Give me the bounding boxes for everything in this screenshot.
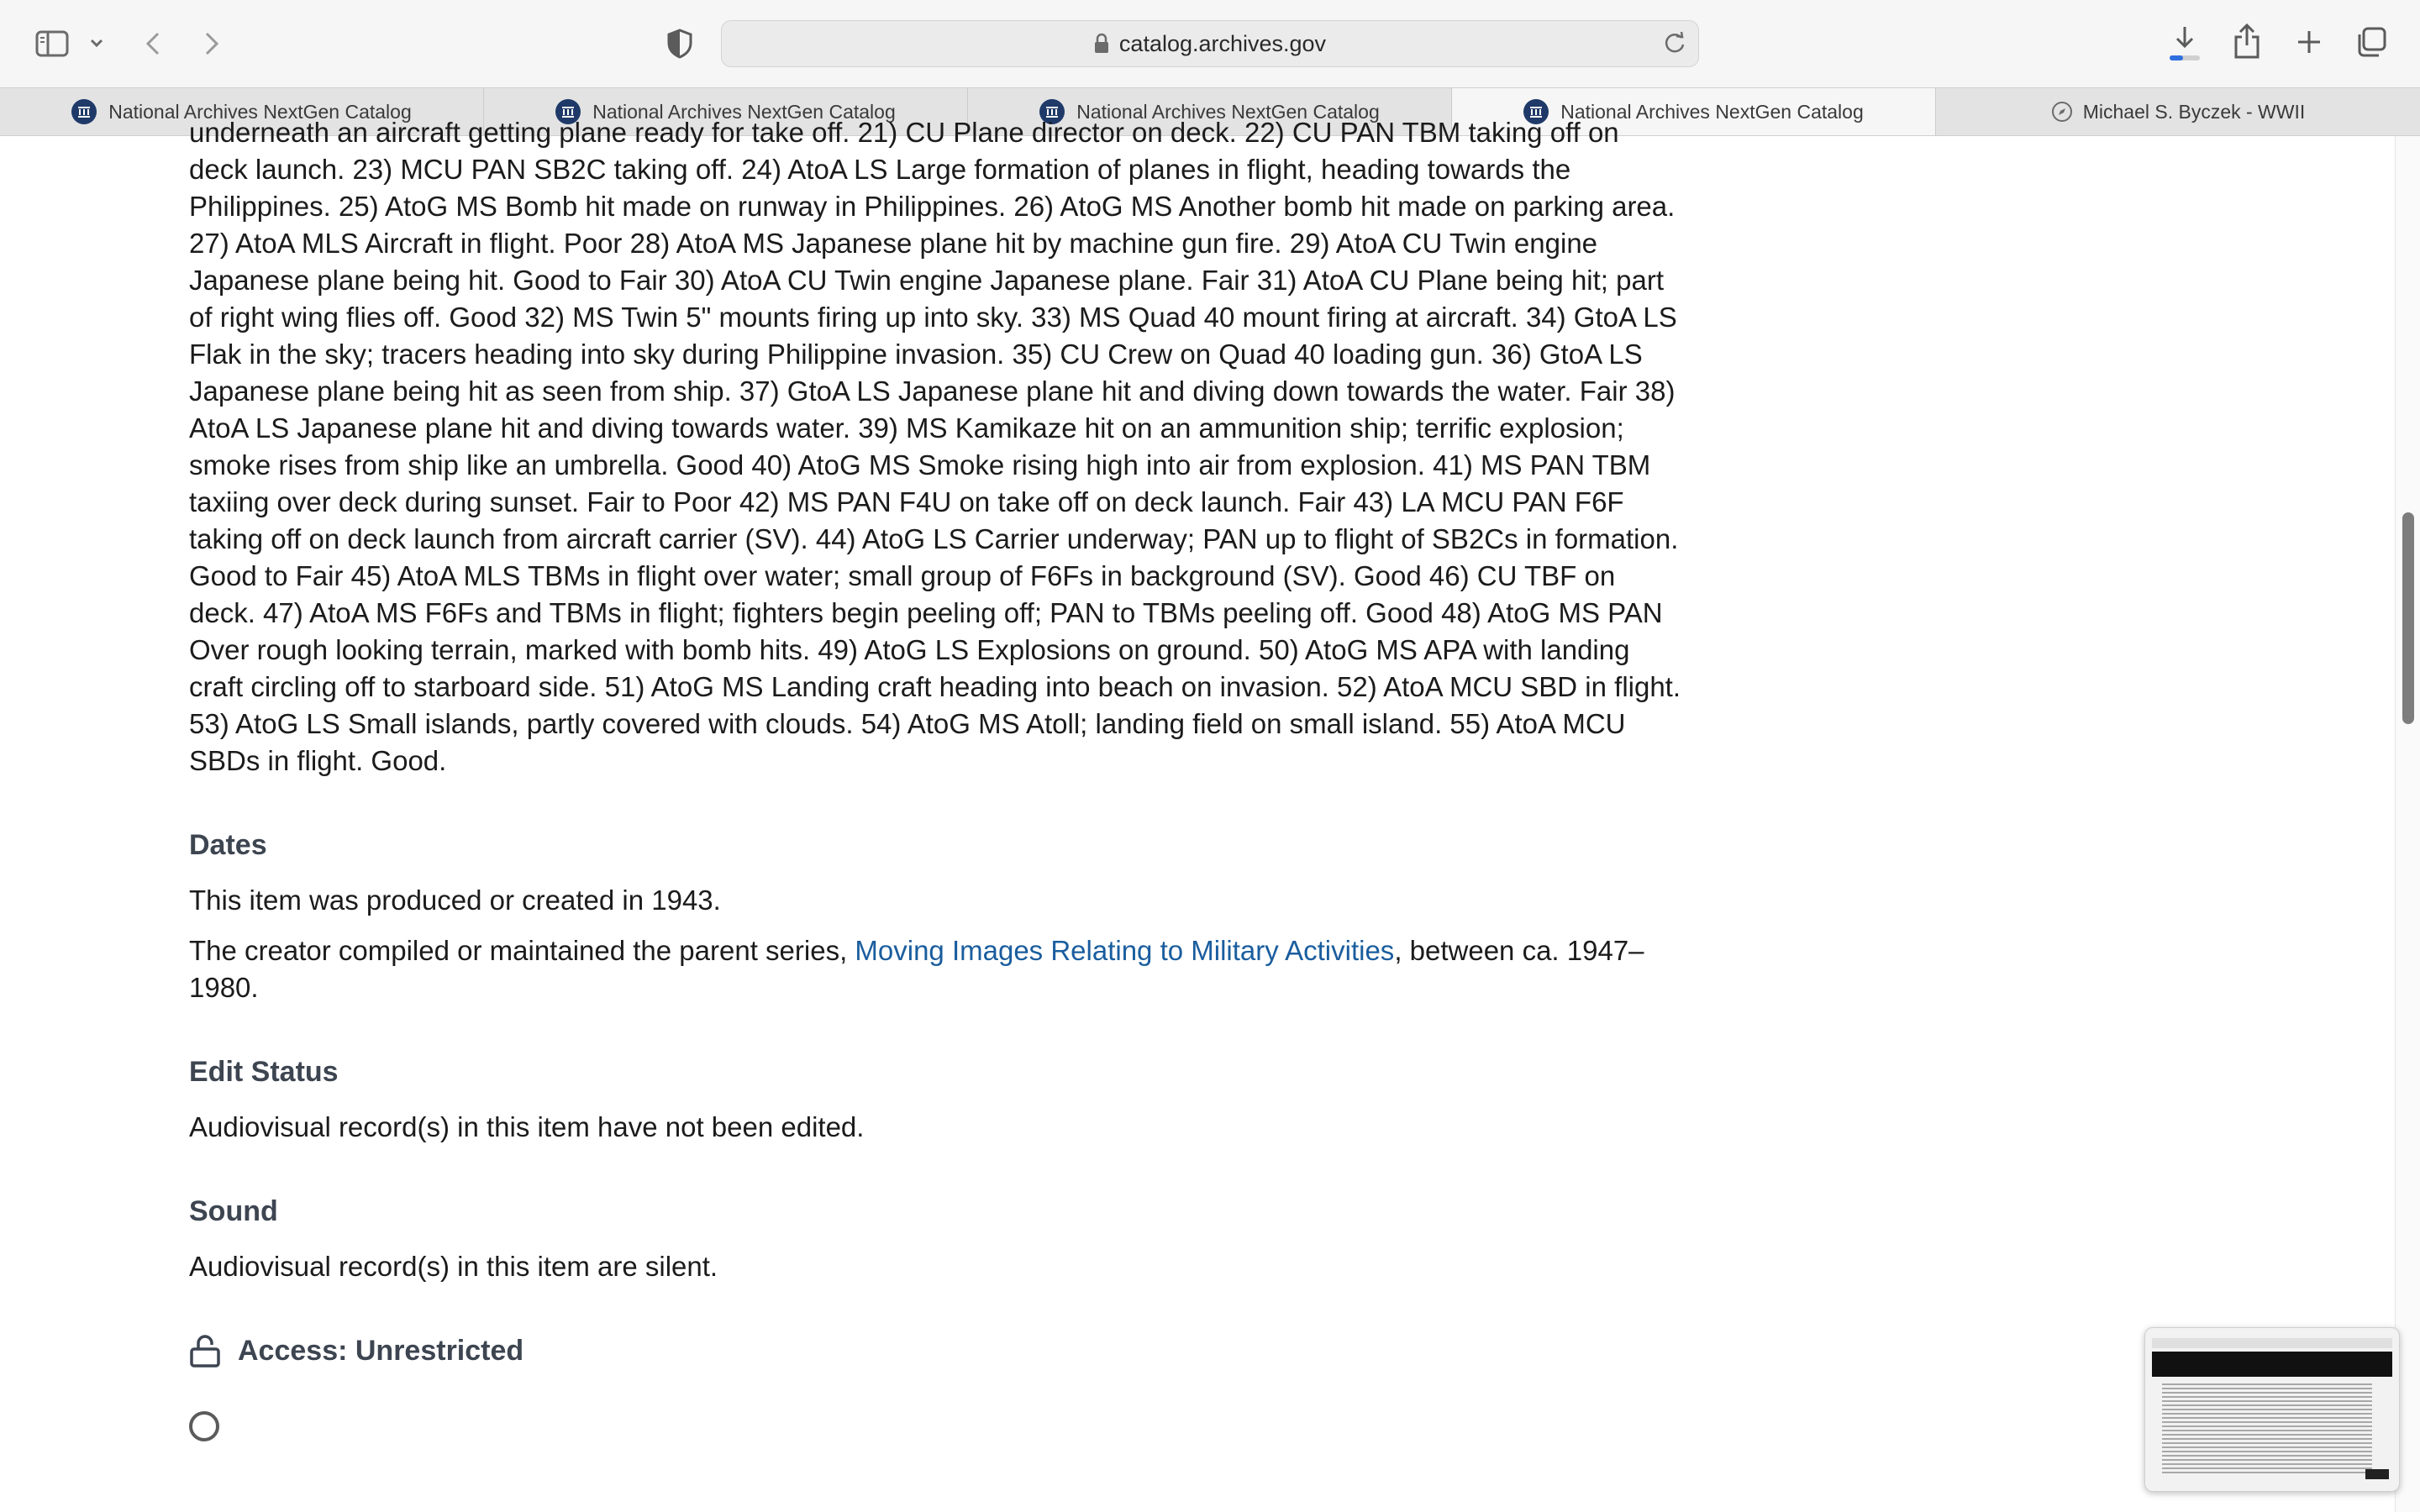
thumbnail-text-lines [2162, 1383, 2372, 1476]
thumbnail-header-bar [2152, 1352, 2392, 1377]
chevron-down-icon[interactable] [87, 34, 106, 52]
lock-icon [1094, 34, 1109, 54]
parent-series-link[interactable]: Moving Images Relating to Military Activities [855, 935, 1395, 966]
tab-title: National Archives NextGen Catalog [1076, 100, 1380, 123]
compass-icon [2051, 101, 2073, 123]
back-icon[interactable] [139, 27, 166, 60]
record-details [189, 114, 1685, 1441]
sound-heading: Sound [189, 1195, 278, 1227]
reload-icon[interactable] [1663, 31, 1686, 60]
sound-text: Audiovisual record(s) in this item are silent. [189, 1251, 718, 1282]
tab-title: National Archives NextGen Catalog [592, 100, 896, 123]
parent-series-suffix: , between ca. 1947–1980. [189, 935, 1644, 1003]
tab-title: National Archives NextGen Catalog [108, 100, 412, 123]
thumbnail-toolbar [2152, 1338, 2392, 1348]
scrollbar-thumb[interactable] [2402, 512, 2414, 724]
nara-favicon-icon [71, 99, 97, 124]
next-section-icon [189, 1411, 219, 1441]
new-tab-icon[interactable] [2294, 27, 2324, 57]
tab-5[interactable] [1936, 88, 2420, 135]
downloads-icon[interactable] [2166, 24, 2203, 64]
parent-series-prefix: The creator compiled or maintained the parent series, [189, 935, 855, 966]
unlock-icon [189, 1334, 221, 1368]
edit-status-heading: Edit Status [189, 1056, 339, 1088]
access-heading [189, 1332, 1685, 1369]
thumbnail-button [2365, 1469, 2389, 1479]
privacy-shield-icon[interactable] [664, 27, 696, 60]
forward-icon[interactable] [198, 27, 225, 60]
page-scrollbar[interactable] [2395, 136, 2420, 1512]
parent-series-text [189, 932, 1685, 1006]
address-bar[interactable] [721, 20, 1699, 67]
tab-overview-icon[interactable] [2354, 25, 2388, 59]
tab-title: National Archives NextGen Catalog [1560, 100, 1864, 123]
page-content [0, 117, 2420, 1512]
edit-status-text: Audiovisual record(s) in this item have not been edited. [189, 1111, 865, 1142]
tab-title: Michael S. Byczek - WWII [2082, 100, 2306, 123]
dates-heading: Dates [189, 829, 267, 861]
access-label: Access: Unrestricted [238, 1335, 524, 1367]
produced-date-text: This item was produced or created in 1943. [189, 885, 721, 916]
share-icon[interactable] [2230, 22, 2264, 60]
url-text: catalog.archives.gov [1118, 30, 1327, 56]
browser-toolbar [0, 0, 2420, 87]
sidebar-toggle-icon[interactable] [34, 27, 71, 60]
screenshot-thumbnail[interactable] [2144, 1327, 2400, 1492]
scope-and-content-text: underneath an aircraft getting plane ready for take off. 21) CU Plane director on deck. 22) CU PAN TBM taking off on deck launch. 23) MCU PAN SB2C taking off. 24) AtoA LS Large formation of planes in flight, heading towards the Philippines. 25) AtoG MS Bomb hit made on runway in Philippines. 26) AtoG MS Another bomb hit made on parking area. 27) AtoA MLS Aircraft in flight. Poor 28) AtoA MS Japanese plane hit by machine gun fire. 29) AtoA CU Twin engine Japanese plane being hit. Good to Fair 30) AtoA CU Twin engine Japanese plane. Fair 31) AtoA CU Plane being hit; part of right wing flies off. Good 32) MS Twin 5" mounts firing up into sky. 33) MS Quad 40 mount firing at aircraft. 34) GtoA LS Flak in the sky; tracers heading into sky during Philippine invasion. 35) CU Crew on Quad 40 loading gun. 36) GtoA LS Japanese plane being hit as seen from ship. 37) GtoA LS Japanese plane hit and diving down towards the water. Fair 38) AtoA LS Japanese plane hit and diving towards water. 39) MS Kamikaze hit on an ammunition ship; terrific explosion; smoke rises from ship like an umbrella. Good 40) AtoG MS Smoke rising high into air from explosion. 41) MS PAN TBM taxiing over deck during sunset. Fair to Poor 42) MS PAN F4U on take off on deck launch. Fair 43) LA MCU PAN F6F taking off on deck launch from aircraft carrier (SV). 44) AtoG LS Carrier underway; PAN up to flight of SB2Cs in formation. Good to Fair 45) AtoA MLS TBMs in flight over water; small group of F6Fs in background (SV). Good 46) CU TBF on deck. 47) AtoA MS F6Fs and TBMs in flight; fighters begin peeling off; PAN to TBMs peeling off. Good 48) AtoG MS PAN Over rough looking terrain, marked with bomb hits. 49) AtoG LS Explosions on ground. 50) AtoG MS APA with landing craft circling off to starboard side. 51) AtoG MS Landing craft heading into beach on invasion. 52) AtoA MCU SBD in flight. 53) AtoG LS Small islands, partly covered with clouds. 54) AtoG MS Atoll; landing field on small island. 55) AtoA MCU SBDs in flight. Good. [189, 117, 1681, 776]
